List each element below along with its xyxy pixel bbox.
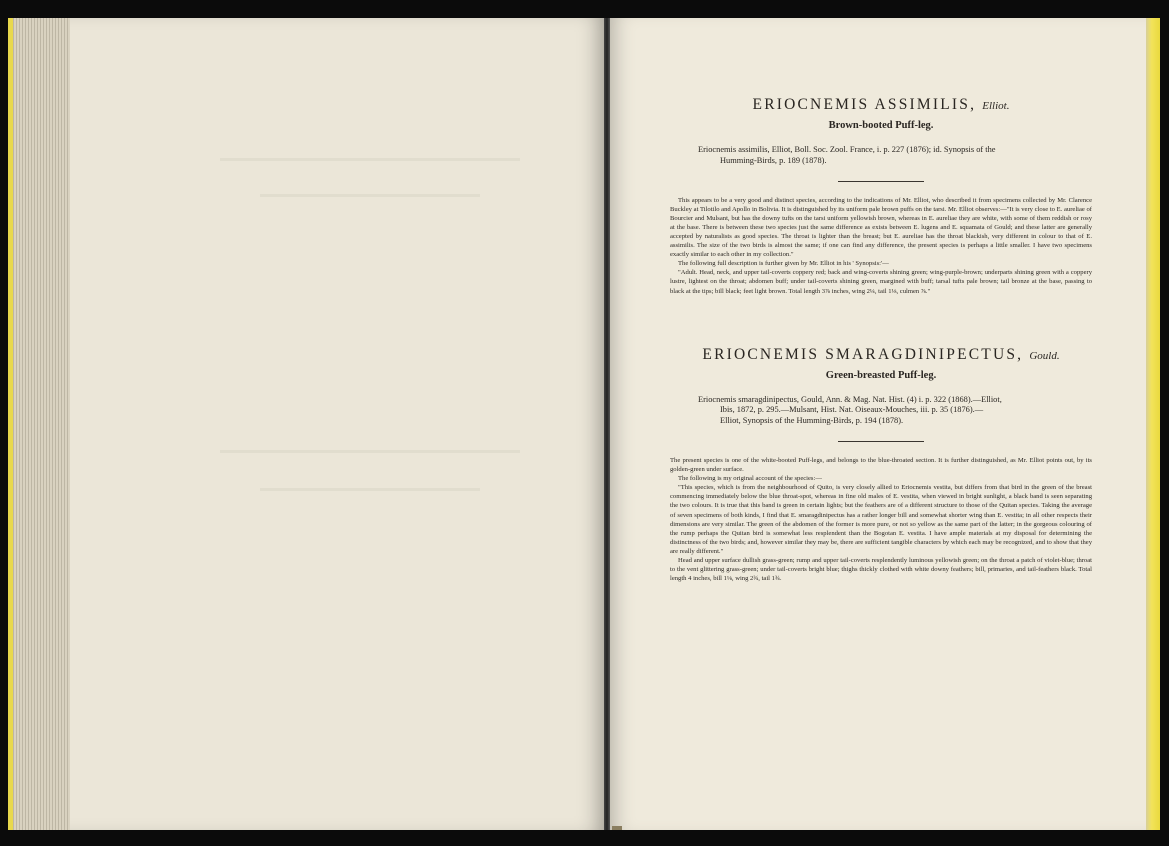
common-name: Green-breasted Puff-leg.	[825, 369, 937, 381]
book-edge-yellow-right	[1146, 18, 1160, 830]
show-through-line	[260, 488, 480, 491]
show-through-line	[220, 450, 520, 453]
reference-line: Eriocnemis smaragdinipectus, Gould, Ann. & Mag. Nat. Hist. (4) i. p. 322 (1868).—Elliot,	[698, 394, 1002, 404]
paragraph: "Adult. Head, neck, and upper tail-coverts coppery red; back and wing-coverts shining green; wing-purple-brown; underparts shining green with a coppery lustre, lightest on the throat; abdomen buff; under tail-coverts shining green, margined with buff; tarsal tufts pale brown; tail bronze at the base, passing to black at the tips; bill black; feet light brown. Total length 3⅞ inches, wing 2¼, tail 1⅛, culmen ⅞."	[670, 269, 1092, 295]
page-content	[670, 96, 1092, 583]
page-stack-edge	[8, 18, 78, 830]
species-title	[670, 96, 1092, 114]
species-title	[670, 346, 1092, 364]
reference-line: Ibis, 1872, p. 295.—Mulsant, Hist. Nat. Oiseaux-Mouches, iii. p. 35 (1876).—	[720, 405, 984, 415]
divider-rule	[838, 181, 924, 182]
synonymy-reference	[698, 145, 1092, 167]
species-entry-assimilis	[670, 96, 1092, 296]
common-name: Brown-booted Puff-leg.	[828, 120, 934, 131]
show-through-line	[220, 158, 520, 161]
paragraph: The following is my original account of the species:—	[678, 475, 822, 483]
body-text	[670, 196, 1092, 296]
synonymy-reference	[698, 395, 1092, 427]
divider-rule	[838, 441, 924, 442]
reference-line: Elliot, Synopsis of the Humming-Birds, p. 194 (1878).	[720, 416, 904, 426]
right-page	[610, 18, 1146, 830]
paragraph: Head and upper surface dullish grass-green; rump and upper tail-coverts resplendently luminous yellowish green; on the throat a patch of violet-blue; throat to the vent glittering grass-green; under tail-coverts bright blue; thighs thickly clothed with white downy feathers; bill, primaries, and tail-feathers black. Total length 4 inches, bill 1⅛, wing 2¾, tail 1¾.	[670, 557, 1092, 583]
species-name: ERIOCNEMIS ASSIMILIS,	[752, 96, 977, 113]
paragraph: The present species is one of the white-booted Puff-legs, and belongs to the blue-throated section. It is further distinguished, as Mr. Elliot points out, by its golden-green under surface.	[670, 457, 1092, 474]
book-edge-yellow	[8, 18, 13, 830]
paragraph: This appears to be a very good and distinct species, according to the indications of Mr. Elliot, who described it from specimens collected by Mr. Clarence Buckley at Tilotilo and Apollo in Bolivia. It is distinguished by its uniform pale brown puffs on the tarsi. Mr. Elliot observes:—"It is very close to E. aureliae of Bourcier and Mulsant, but has the downy tufts on the tarsi uniform yellowish brown, whereas in E. aureliae they are white, with some of them reddish or rosy at the base. There is between these two species just the same difference as exists between E. lugens and E. squamata of Gould; and these latter are generally accepted by naturalists as good species. The throat is lighter than the breast; but E. aureliae has the throat blackish, very different in colour to that of E. assimilis. The size of the two birds is almost the same; if one can find any difference, the present species is perhaps a little smaller. I have two specimens exactly similar to each other in my collection."	[670, 196, 1092, 259]
page-mark	[612, 826, 622, 830]
species-name: ERIOCNEMIS SMARAGDINIPECTUS,	[702, 345, 1024, 363]
paragraph: "This species, which is from the neighbourhood of Quito, is very closely allied to Eriocnemis vestita, but differs from that bird in the green of the breast commencing immediately below the blue throat-spot, whereas in fine old males of E. vestita, when viewed in bright sunlight, a black band is seen separating the two colours. It is true that this band is green in certain lights; but the feathers are of a different structure to those of the Quitan species. Taking the average of seven specimens of both kinds, I find that E. smaragdinipectus has a rather longer bill and somewhat shorter wing than E. vestita; in all other respects their dimensions are very similar. The green of the abdomen of the former is more pure, or not so yellow as the same part of the latter; in the gorgeous colouring of the rump perhaps the Quitan bird is somewhat less resplendent than the Bogotan E. vestita. I have ample materials at my disposal for determining the distinctness of the two birds; and, however similar they may be, there are sufficient tangible characters by which each may be recognized, and to show that they are really different."	[670, 484, 1092, 555]
left-page-blank	[70, 18, 606, 830]
species-entry-smaragdinipectus	[670, 346, 1092, 584]
paragraph: The following full description is further given by Mr. Elliot in his ' Synopsis:'—	[678, 260, 889, 268]
body-text	[670, 456, 1092, 583]
show-through-line	[260, 194, 480, 197]
species-authority: Elliot.	[982, 100, 1010, 112]
reference-line: Humming-Birds, p. 189 (1878).	[720, 155, 827, 165]
reference-line: Eriocnemis assimilis, Elliot, Boll. Soc. Zool. France, i. p. 227 (1876); id. Synopsis of the	[698, 145, 996, 154]
species-authority: Gould.	[1029, 349, 1060, 362]
